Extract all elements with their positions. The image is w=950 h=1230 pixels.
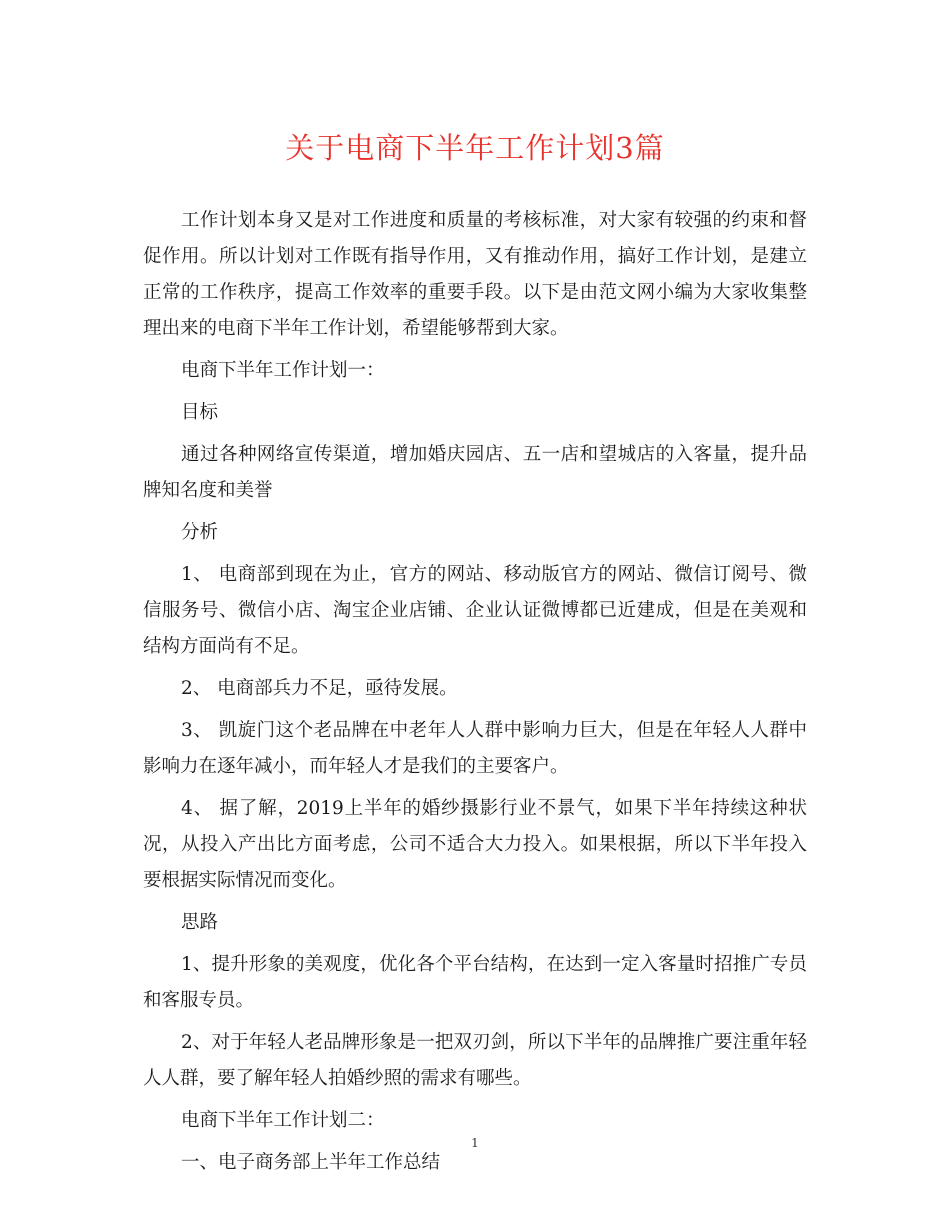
paragraph-analysis-4: 4、 据了解，2019上半年的婚纱摄影行业不景气，如果下半年持续这种状况，从投入产出比方面考虑，公司不适合大力投入。如果根据，所以下半年投入要根据实际情况而变化。 — [143, 798, 807, 891]
paragraph-approach-heading: 思路 — [181, 912, 219, 933]
document-title: 关于电商下半年工作计划3篇 — [285, 131, 665, 165]
paragraph-approach-1: 1、提升形象的美观度，优化各个平台结构，在达到一定入客量时招推广专员和客服专员。 — [143, 954, 807, 1011]
paragraph-intro: 工作计划本身又是对工作进度和质量的考核标准，对大家有较强的约束和督促作用。所以计划对工作既有指导作用，又有推动作用，搞好工作计划，是建立正常的工作秩序，提高工作效率的重要手段。以下是由范文网小编为大家收集整理出来的电商下半年工作计划，希望能够帮到大家。 — [143, 210, 807, 339]
page-number: 1 — [471, 1136, 479, 1150]
paragraph-summary-heading: 一、电子商务部上半年工作总结 — [181, 1152, 441, 1173]
paragraph-plan-one-heading: 电商下半年工作计划一： — [181, 360, 385, 381]
paragraph-approach-2: 2、对于年轻人老品牌形象是一把双刃剑，所以下半年的品牌推广要注重年轻人人群，要了解年轻人拍婚纱照的需求有哪些。 — [143, 1032, 807, 1089]
paragraph-plan-two-heading: 电商下半年工作计划二： — [181, 1110, 385, 1131]
paragraph-goal-heading: 目标 — [181, 402, 219, 423]
paragraph-analysis-heading: 分析 — [181, 522, 219, 543]
paragraph-analysis-3: 3、 凯旋门这个老品牌在中老年人人群中影响力巨大，但是在年轻人人群中影响力在逐年减小，而年轻人才是我们的主要客户。 — [143, 720, 807, 777]
paragraph-analysis-1: 1、 电商部到现在为止，官方的网站、移动版官方的网站、微信订阅号、微信服务号、微信小店、淘宝企业店铺、企业认证微博都已近建成，但是在美观和结构方面尚有不足。 — [143, 564, 807, 657]
paragraph-goal: 通过各种网络宣传渠道，增加婚庆园店、五一店和望城店的入客量，提升品牌知名度和美誉 — [143, 444, 807, 501]
paragraph-analysis-2: 2、 电商部兵力不足，亟待发展。 — [181, 678, 458, 699]
document-body — [143, 203, 807, 1187]
